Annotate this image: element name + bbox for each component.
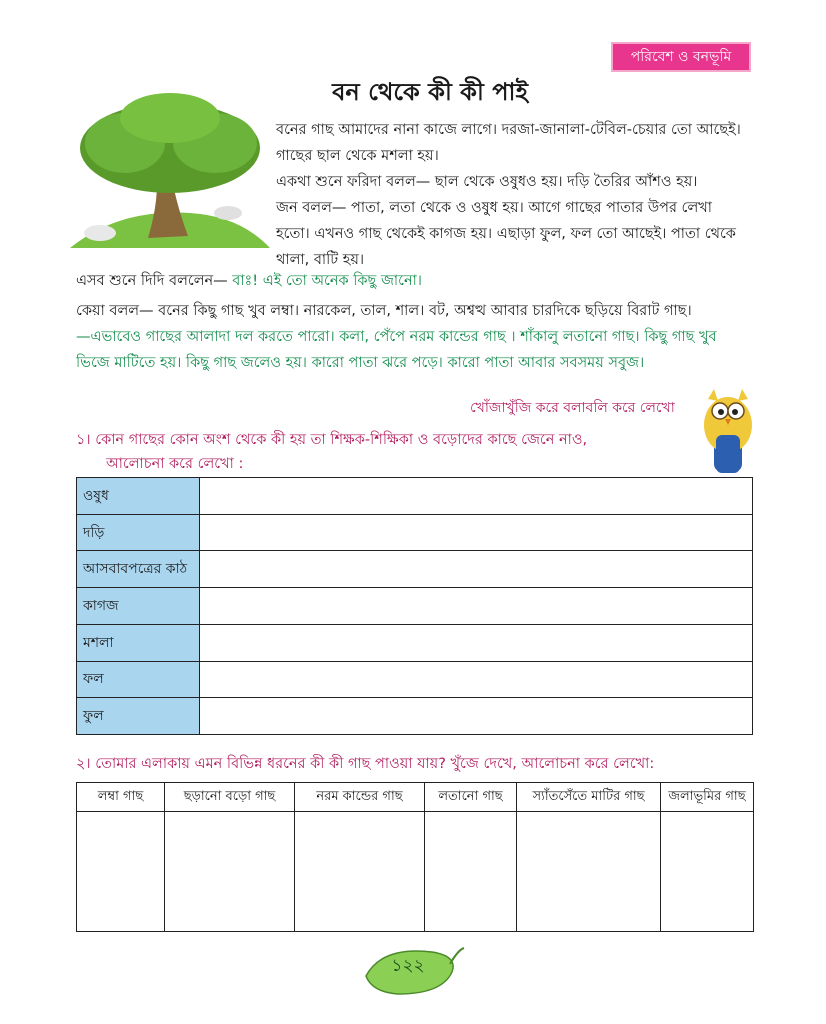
intro-line: গাছের ছাল থেকে মশলা হয়। <box>276 148 439 164</box>
tree-types-table <box>76 782 754 932</box>
answer-cell[interactable] <box>425 812 517 932</box>
answer-cell[interactable] <box>200 698 753 735</box>
table-row <box>77 698 753 735</box>
keya-line: —এভাবেও গাছের আলাদা দল করতে পারো। কলা, পেঁপে নরম কান্ডের গাছ । শাঁকালু লতানো গাছ। কিছু গাছ খুব <box>76 329 717 345</box>
answer-cell[interactable] <box>200 514 753 551</box>
answer-cell[interactable] <box>200 588 753 625</box>
table-row <box>77 624 753 661</box>
table-row <box>77 478 753 515</box>
keya-line: কেয়া বলল— বনের কিছু গাছ খুব লম্বা। নারকেল, তাল, শাল। বট, অশ্বত্থ আবার চারদিকে ছড়িয়ে বিরাট গাছ। <box>76 303 692 319</box>
question-2: ২। তোমার এলাকায় এমন বিভিন্ন ধরনের কী কী গাছ পাওয়া যায়? খুঁজে দেখে, আলোচনা করে লেখো: <box>76 756 655 772</box>
column-header: জলাভূমির গাছ <box>661 783 754 812</box>
answer-cell[interactable] <box>517 812 661 932</box>
table-row <box>77 661 753 698</box>
table-row <box>77 812 754 932</box>
answer-cell[interactable] <box>200 551 753 588</box>
row-label: মশলা <box>77 624 200 661</box>
column-header: ছড়ানো বড়ো গাছ <box>165 783 295 812</box>
keya-paragraph <box>76 298 756 376</box>
page-number: ১২২ <box>391 956 425 976</box>
answer-cell[interactable] <box>295 812 425 932</box>
table-row <box>77 588 753 625</box>
intro-line: একথা শুনে ফরিদা বলল— ছাল থেকে ওষুধও হয়। দড়ি তৈরির আঁশও হয়। <box>276 174 698 190</box>
table-header-row <box>77 783 754 812</box>
didi-quote: বাঃ! এই তো অনেক কিছু জানো। <box>232 273 422 289</box>
question-1-line: ১। কোন গাছের কোন অংশ থেকে কী হয় তা শিক্ষক-শিক্ষিকা ও বড়োদের কাছে জেনে নাও, <box>76 432 588 448</box>
table-row <box>77 514 753 551</box>
answer-cell[interactable] <box>165 812 295 932</box>
answer-cell[interactable] <box>77 812 165 932</box>
tree-illustration <box>70 88 270 258</box>
row-label: আসবাবপত্রের কাঠ <box>77 551 200 588</box>
didi-prefix: এসব শুনে দিদি বললেন— <box>76 273 233 289</box>
activity-banner: খোঁজাখুঁজি করে বলাবলি করে লেখো <box>470 400 675 416</box>
intro-line: বনের গাছ আমাদের নানা কাজে লাগে। দরজা-জানালা-টেবিল-চেয়ার তো আছেই। <box>276 122 741 138</box>
uses-table <box>76 477 753 735</box>
row-label: ফুল <box>77 698 200 735</box>
question-1 <box>76 428 696 476</box>
column-header: লতানো গাছ <box>425 783 517 812</box>
table-row <box>77 551 753 588</box>
owl-illustration <box>698 385 758 480</box>
column-header: লম্বা গাছ <box>77 783 165 812</box>
intro-paragraph <box>276 117 786 273</box>
intro-line: হতো। এখনও গাছ থেকেই কাগজ হয়। এছাড়া ফুল, ফল তো আছেই। পাতা থেকে <box>276 226 736 242</box>
row-label: ফল <box>77 661 200 698</box>
column-header: স্যাঁতসেঁতে মাটির গাছ <box>517 783 661 812</box>
row-label: ওষুধ <box>77 478 200 515</box>
didi-paragraph <box>76 268 756 294</box>
chapter-tag: পরিবেশ ও বনভূমি <box>611 42 751 72</box>
row-label: কাগজ <box>77 588 200 625</box>
intro-line: থালা, বাটি হয়। <box>276 252 365 268</box>
question-1-line: আলোচনা করে লেখো : <box>106 456 244 472</box>
row-label: দড়ি <box>77 514 200 551</box>
answer-cell[interactable] <box>200 478 753 515</box>
answer-cell[interactable] <box>200 624 753 661</box>
answer-cell[interactable] <box>200 661 753 698</box>
column-header: নরম কান্ডের গাছ <box>295 783 425 812</box>
keya-line: ভিজে মাটিতে হয়। কিছু গাছ জলেও হয়। কারো পাতা ঝরে পড়ে। কারো পাতা আবার সবসময় সবুজ। <box>76 355 645 371</box>
intro-line: জন বলল— পাতা, লতা থেকে ও ওষুধ হয়। আগে গাছের পাতার উপর লেখা <box>276 200 712 216</box>
page-title: বন থেকে কী কী পাই <box>332 77 528 106</box>
answer-cell[interactable] <box>661 812 754 932</box>
